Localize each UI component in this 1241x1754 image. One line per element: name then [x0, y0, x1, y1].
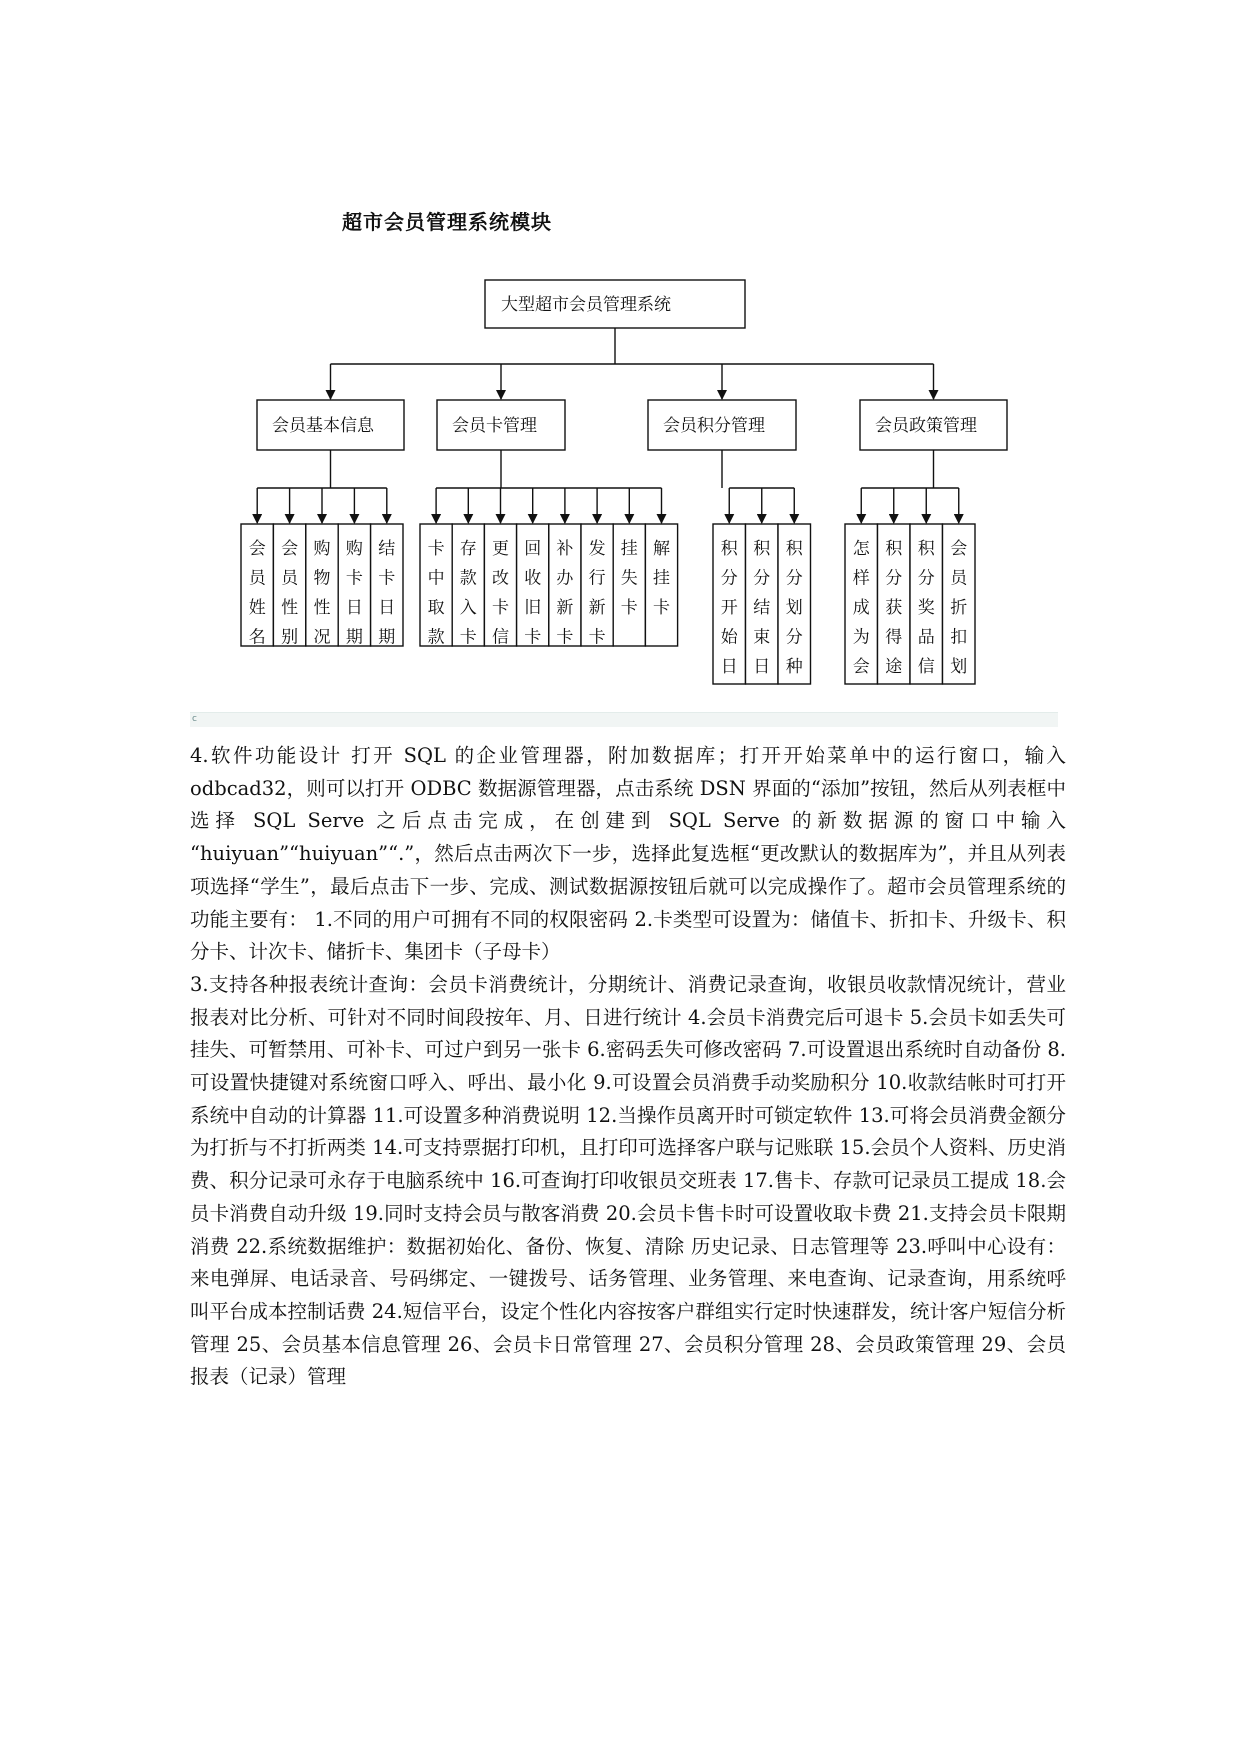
- leaf-label: 解挂卡: [653, 539, 670, 618]
- leaf-label: 会员姓名: [248, 539, 266, 648]
- divider-mark: ⅽ: [192, 714, 197, 724]
- leaf-label: 挂失卡: [620, 539, 638, 618]
- leaf-label: 积分结束日: [753, 539, 771, 677]
- leaf-label: 购物性况: [313, 539, 331, 648]
- diagram-title: 超市会员管理系统模块: [342, 210, 552, 234]
- group-label: 会员积分管理: [663, 416, 765, 436]
- leaf-label: 积分奖品信: [917, 539, 935, 677]
- leaf-label: 积分获得途: [885, 539, 903, 677]
- leaf-label: 补办新卡: [556, 539, 574, 648]
- leaf-label: 积分划分种: [785, 539, 803, 677]
- leaf-label: 发行新卡: [588, 539, 606, 648]
- leaf-label: 结卡日期: [378, 539, 396, 648]
- group-label: 会员基本信息: [272, 416, 374, 436]
- leaf-label: 会员折扣划: [950, 539, 968, 677]
- leaf-label: 购卡日期: [345, 539, 363, 648]
- leaf-label: 更改卡信: [492, 539, 509, 648]
- leaf-label: 怎样成为会: [852, 539, 870, 677]
- leaf-label: 回收旧卡: [524, 539, 542, 648]
- paragraph-2: 3.支持各种报表统计查询：会员卡消费统计，分期统计、消费记录查询，收银员收款情况统计，营业报表对比分析、可针对不同时间段按年、月、日进行统计 4.会员卡消费完后可退卡 5.会员卡如丢失可挂失、可暂禁用、可补卡、可过户到另一张卡 6.密码丢失可修改密码 7.可设置退出系统时自动备份 8.可设置快捷键对系统窗口呼入、呼出、最小化 9.可设置会员消费手动奖励积分 10.收款结帐时可打开系统中自动的计算器 11.可设置多种消费说明 12.当操作员离开时可锁定软件 13.可将会员消费金额分为打折与不打折两类 14.可支持票据打印机，且打印可选择客户联与记账联 15.会员个人资料、历史消费、积分记录可永存于电脑系统中 16.可查询打印收银员交班表 17.售卡、存款可记录员工提成 18.会员卡消费自动升级 19.同时支持会员与散客消费 20.会员卡售卡时可设置收取卡费 21.支持会员卡限期消费 22.系统数据维护：数据初始化、备份、恢复、清除 历史记录、日志管理等 23.呼叫中心设有：来电弹屏、电话录音、号码绑定、一键拨号、话务管理、业务管理、来电查询、记录查询，用系统呼叫平台成本控制话费 24.短信平台，设定个性化内容按客户群组实行定时快速群发，统计客户短信分析管理 25、会员基本信息管理 26、会员卡日常管理 27、会员积分管理 28、会员政策管理 29、会员报表（记录）管理: [190, 972, 1066, 1389]
- leaf-label: 存款入卡: [459, 539, 477, 648]
- paragraph-1: 4.软件功能设计 打开 SQL 的企业管理器，附加数据库；打开开始菜单中的运行窗口，输入 odbcad32，则可以打开 ODBC 数据源管理器，点击系统 DSN 界面的“添加”按钮，然后从列表框中选择 SQL Serve 之后点击完成，在创建到 SQL Serve 的新数据源的窗口中输入 “huiyuan”“huiyuan”“.”，然后点击两次下一步，选择此复选框“更改默认的数据库为”，并且从列表项选择“学生”，最后点击下一步、完成、测试数据源按钮后就可以完成操作了。超市会员管理系统的功能主要有： 1.不同的用户可拥有不同的权限密码 2.卡类型可设置为：储值卡、折扣卡、升级卡、积分卡、计次卡、储折卡、集团卡（子母卡）: [190, 744, 1066, 964]
- leaf-label: 卡中取款: [427, 539, 445, 648]
- module-diagram: [0, 0, 1241, 700]
- group-label: 会员卡管理: [452, 416, 537, 436]
- root-label: 大型超市会员管理系统: [501, 295, 671, 315]
- section-divider: [190, 712, 1058, 727]
- group-label: 会员政策管理: [875, 416, 977, 436]
- leaf-label: 积分开始日: [720, 539, 738, 677]
- leaf-label: 会员性别: [281, 539, 299, 648]
- body-text: [190, 740, 1066, 1394]
